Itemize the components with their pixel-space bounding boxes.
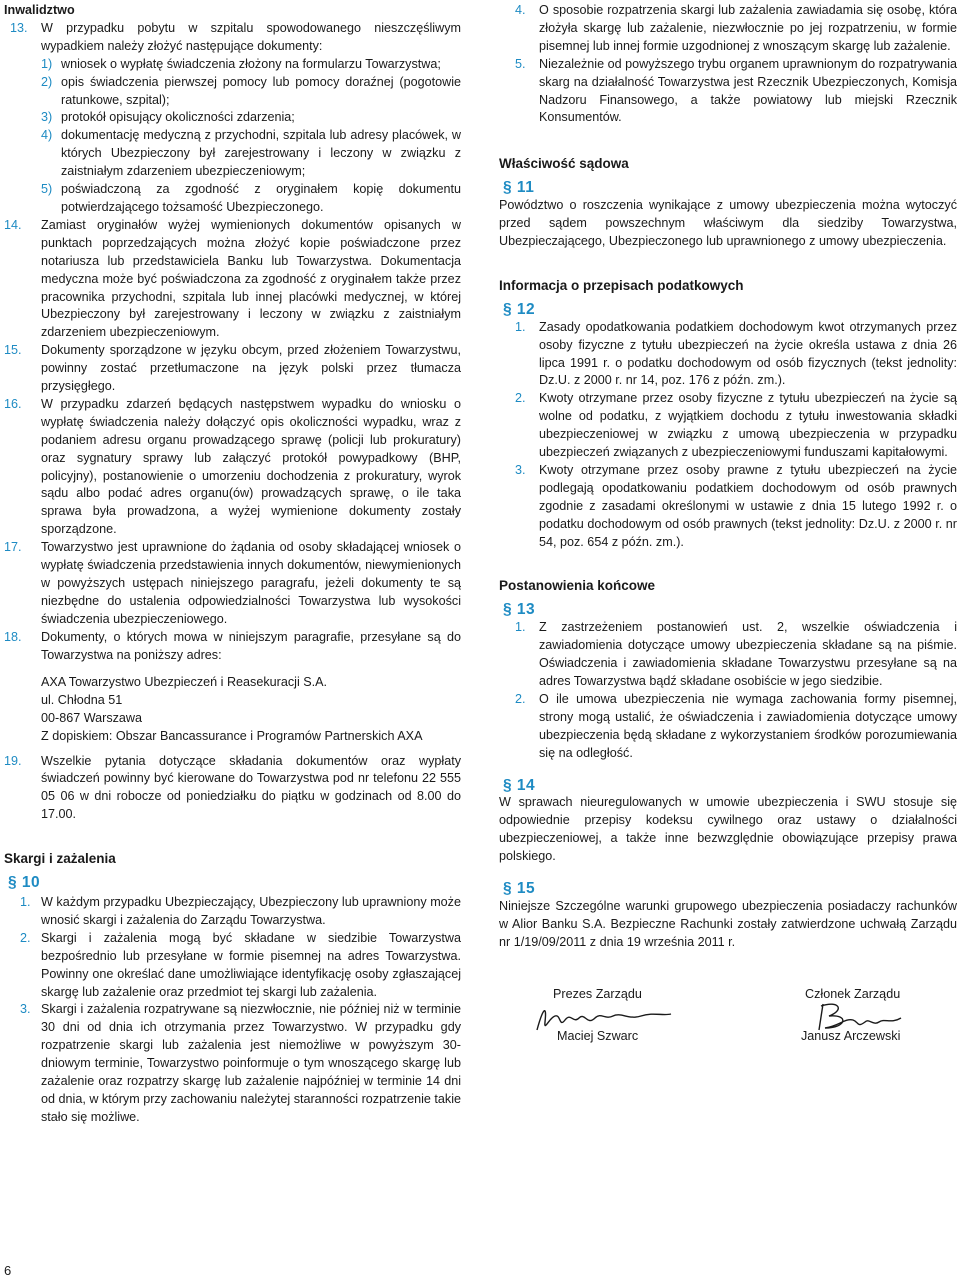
item-text: Dokumenty, o których mowa w niniejszym paragrafie, przesyłane są do Towarzystwa na poniższy adres: bbox=[41, 629, 461, 662]
item-number: 17. bbox=[4, 540, 22, 555]
item-15 bbox=[4, 342, 461, 396]
item-number: 2. bbox=[515, 691, 526, 706]
item-number: 3. bbox=[515, 462, 526, 477]
item-number: 2. bbox=[515, 391, 526, 406]
section-heading-koncowe: Postanowienia końcowe bbox=[499, 578, 656, 594]
item-number: 3. bbox=[20, 1002, 31, 1017]
item-text: Kwoty otrzymane przez osoby prawne z tytułu ubezpieczeń na życie podlegają opodatkowaniu podatkiem dochodowym od osób prawnych zgodnie z zasadami określonymi w ustawie z dnia 15 lutego 1992 r. o podatku dochodowym od osób prawnych (tekst jednolity: Dz.U. z 2000 r. nr 54, poz. 654 z późn. zm.). bbox=[539, 462, 957, 549]
item-text: W przypadku pobytu w szpitalu spowodowanego nieszczęśliwym wypadkiem należy złożyć następujące dokumenty: bbox=[41, 20, 461, 53]
skargi-item-1 bbox=[4, 894, 461, 930]
sub-item: 3) protokół opisujący okoliczności zdarzenia; bbox=[41, 110, 295, 125]
page-number: 6 bbox=[4, 1263, 12, 1278]
left-column bbox=[4, 2, 461, 1127]
podatki-item-3 bbox=[499, 462, 957, 552]
item-14 bbox=[4, 217, 461, 342]
address-line: 00-867 Warszawa bbox=[41, 710, 143, 725]
paragraph-number: § 12 bbox=[503, 300, 536, 318]
item-17 bbox=[4, 539, 461, 629]
koncowe-item-1 bbox=[499, 619, 957, 691]
sub-item: 1) wniosek o wypłatę świadczenia złożony na formularzu Towarzystwa; bbox=[41, 56, 441, 71]
skargi-item-5 bbox=[499, 56, 957, 128]
item-number: 14. bbox=[4, 217, 22, 232]
item-number: 1. bbox=[20, 894, 31, 909]
item-number: 1. bbox=[515, 620, 526, 635]
item-text: O ile umowa ubezpieczenia nie wymaga zachowania formy pisemnej, strony mogą ustalić, że oświadczenia i zawiadomienia dotyczące umowy ubezpieczenia będą składane z wykorzystaniem środków porozumiewania się na odległość. bbox=[539, 691, 957, 760]
signature-name-left: Maciej Szwarc bbox=[557, 1028, 639, 1043]
item-number: 18. bbox=[4, 629, 22, 644]
item-text: Skargi i zażalenia mogą być składane w siedzibie Towarzystwa bezpośrednio lub przesyłane w formie pisemnej na adres Towarzystwa. Powinny one określać dane umożliwiające identyfikację osoby zgłaszającej skargę lub zażalenie oraz przedmiot tej skargi lub zażalenia. bbox=[41, 930, 461, 999]
item-text: Zasady opodatkowania podatkiem dochodowym kwot otrzymanych przez osoby fizyczne z tytułu ubezpieczeń na życie określa ustawa z dnia 26 lipca 1991 r. o podatku dochodowym od osób fizycznych (tekst jednolity: Dz.U. z 2000 r. nr 14, poz. 176 z późn. zm.). bbox=[539, 319, 957, 388]
item-text: O sposobie rozpatrzenia skargi lub zażalenia zawiadamia się osobę, która złożyła skargę lub zażalenie, niezwłocznie po jej rozpatrzeniu, w formie pisemnej lub innej formie uzgodnionej z wnoszącym skargę lub zażalenie. bbox=[539, 3, 957, 53]
signature-name-right: Janusz Arczewski bbox=[801, 1028, 901, 1043]
section-heading-wlasciwosc: Właściwość sądowa bbox=[499, 156, 629, 172]
paragraph-number: § 14 bbox=[503, 776, 536, 794]
podatki-item-1 bbox=[499, 319, 957, 391]
item-number: 1. bbox=[515, 319, 526, 334]
address-line: Z dopiskiem: Obszar Bancassurance i Programów Partnerskich AXA bbox=[41, 728, 423, 743]
item-text: Wszelkie pytania dotyczące składania dokumentów oraz wypłaty świadczeń powinny być kierowane do Towarzystwa pod nr telefonu 22 555 05 06 w dni robocze od poniedziałku do piątku w godzinach od 8.00 do 17.00. bbox=[41, 753, 461, 822]
item-number: 5. bbox=[515, 56, 526, 71]
item-18 bbox=[4, 629, 461, 665]
paragraph-number: § 11 bbox=[503, 179, 535, 197]
item-number: 13. bbox=[10, 20, 28, 35]
item-number: 16. bbox=[4, 396, 22, 411]
paragraph-number: § 13 bbox=[503, 601, 536, 619]
sub-item: 5) poświadczoną za zgodność z oryginałem kopię dokumentu potwierdzającego tożsamość Ubezpieczonego. bbox=[41, 182, 461, 214]
item-text: Dokumenty sporządzone w języku obcym, przed złożeniem Towarzystwu, powinny zostać przetłumaczone na język polski przez tłumacza przysięgłego. bbox=[41, 343, 461, 394]
section-heading-podatki: Informacja o przepisach podatkowych bbox=[499, 277, 744, 293]
paragraph-text: Powództwo o roszczenia wynikające z umowy ubezpieczenia można wytoczyć przed sądem powszechnym właściwym dla siedziby Towarzystwa, Ubezpieczającego, Ubezpieczonego lub uprawnionego z umowy ubezpieczenia. bbox=[499, 198, 957, 248]
paragraph-text: W sprawach nieuregulowanych w umowie ubezpieczenia i SWU stosuje się odpowiednie przepisy kodeksu cywilnego oraz ustawy o działalności ubezpieczeniowej, a także inne bezwzględnie obowiązujące przepisy prawa polskiego. bbox=[499, 795, 957, 864]
item-text: Z zastrzeżeniem postanowień ust. 2, wszelkie oświadczenia i zawiadomienia dotyczące umowy ubezpieczenia składane są na piśmie. Oświadczenia i zawiadomienia składane Towarzystwu przesyłane są na adres Towarzystwa bądź składane osobiście w jego siedzibie. bbox=[539, 620, 957, 688]
signature-title-right: Członek Zarządu bbox=[805, 986, 901, 1001]
section-heading-inwalidztwo: Inwalidztwo bbox=[4, 3, 75, 17]
address-line: AXA Towarzystwo Ubezpieczeń i Reasekuracji S.A. bbox=[41, 674, 328, 689]
skargi-item-3 bbox=[4, 1001, 461, 1126]
item-text: Towarzystwo jest uprawnione do żądania od osoby składającej wniosek o wypłatę świadczenia przedstawienia innych dokumentów, niewymienionych w powyższych ustępach niniejszego paragrafu, jeżeli dokumenty te są niezbędne do ustalenia odpowiedzialności Towarzystwa lub wysokości świadczenia ubezpieczeniowego. bbox=[41, 540, 461, 626]
koncowe-item-2 bbox=[499, 691, 957, 763]
item-13 bbox=[4, 20, 461, 217]
item-number: 15. bbox=[4, 343, 22, 358]
sub-item: 4) dokumentację medyczną z przychodni, szpitala lub adresy placówek, w których Ubezpieczony był zarejestrowany i leczony w związku z zaistniałym zdarzeniem ubezpieczeniowym; bbox=[41, 128, 461, 179]
skargi-item-4 bbox=[499, 2, 957, 56]
item-19 bbox=[4, 753, 461, 825]
paragraph-number: § 10 bbox=[8, 874, 41, 892]
item-text: Kwoty otrzymane przez osoby fizyczne z tytułu ubezpieczeń na życie są wolne od podatku, z wyjątkiem dochodu z tytułu inwestowania składki ubezpieczeniowej w związku z umową ubezpieczenia w przypadku ubezpieczeń związanych z ubezpieczeniowymi funduszami kapitałowymi. bbox=[539, 391, 957, 460]
section-heading-skargi: Skargi i zażalenia bbox=[4, 851, 116, 867]
signature-block bbox=[499, 986, 957, 1066]
address-line: ul. Chłodna 51 bbox=[41, 692, 123, 707]
item-16 bbox=[4, 396, 461, 539]
item-text: Zamiast oryginałów wyżej wymienionych dokumentów opisanych w punktach poprzedzających można złożyć kopie poświadczone przez notariusza lub przedstawiciela Banku lub Towarzystwa. Dokumentacja medyczna może być poświadczona za zgodność z oryginałem także przez pracownika przychodni, szpitala lub innej placówki medycznej, w której Ubezpieczony był zarejestrowany i leczony w związku z zaistniałym zdarzeniem ubezpieczeniowym. bbox=[41, 217, 461, 340]
mailing-address bbox=[4, 673, 461, 745]
signature-title-left: Prezes Zarządu bbox=[553, 986, 642, 1001]
item-text: Skargi i zażalenia rozpatrywane są niezwłocznie, nie później niż w terminie 30 dni od dnia ich otrzymania przez Towarzystwo. W przypadku gdy rozpatrzenie skargi lub zażalenia jest niemożliwe w powyższym 30-dniowym terminie, Towarzystwo poinformuje o tym wnoszącego skargę lub zażalenie oraz rozpatrzy skargę lub zażalenie najpóźniej w terminie 14 dni od dnia, w którym przy zachowaniu należytej staranności rozpatrzenie takie stało się możliwe. bbox=[41, 1002, 461, 1124]
paragraph-number: § 15 bbox=[503, 880, 536, 898]
item-text: Niezależnie od powyższego trybu organem uprawnionym do rozpatrywania skarg na działalność Towarzystwa jest Rzecznik Ubezpieczonych, Komisja Nadzoru Finansowego, a także powiatowy lub miejski Rzecznik Konsumentów. bbox=[539, 56, 957, 125]
skargi-item-2 bbox=[4, 930, 461, 1002]
paragraph-text: Niniejsze Szczególne warunki grupowego ubezpieczenia posiadaczy rachunków w Alior Banku S.A. Bezpieczne Rachunki zostały zatwierdzone uchwałą Zarządu nr 1/19/09/2011 z dnia 19 września 2011 r. bbox=[499, 898, 957, 949]
item-text: W każdym przypadku Ubezpieczający, Ubezpieczony lub uprawniony może wnosić skargi i zażalenia do Zarządu Towarzystwa. bbox=[41, 894, 461, 927]
podatki-item-2 bbox=[499, 390, 957, 462]
item-number: 19. bbox=[4, 753, 22, 768]
item-number: 4. bbox=[515, 3, 526, 17]
right-column bbox=[499, 2, 957, 1066]
sub-item: 2) opis świadczenia pierwszej pomocy lub pomocy doraźnej (pogotowie ratunkowe, szpital); bbox=[41, 74, 461, 107]
item-number: 2. bbox=[20, 930, 31, 945]
item-text: W przypadku zdarzeń będących następstwem wypadku do wniosku o wypłatę świadczenia należy dołączyć opis okoliczności wypadku, wraz z podaniem adresu organu prowadzącego sprawę (policji lub prokuratury) oraz sygnatury sprawy lub załączyć protokół powypadkowy (BHP, policyjny), postanowienie o umorzeniu dochodzenia z prokuratury, wyrok sądu albo podać adres organu(ów) prowadzących sprawę, o ile taka sprawa była prowadzona, a wyżej wymienione dokumenty zostały sporządzone. bbox=[41, 396, 461, 537]
